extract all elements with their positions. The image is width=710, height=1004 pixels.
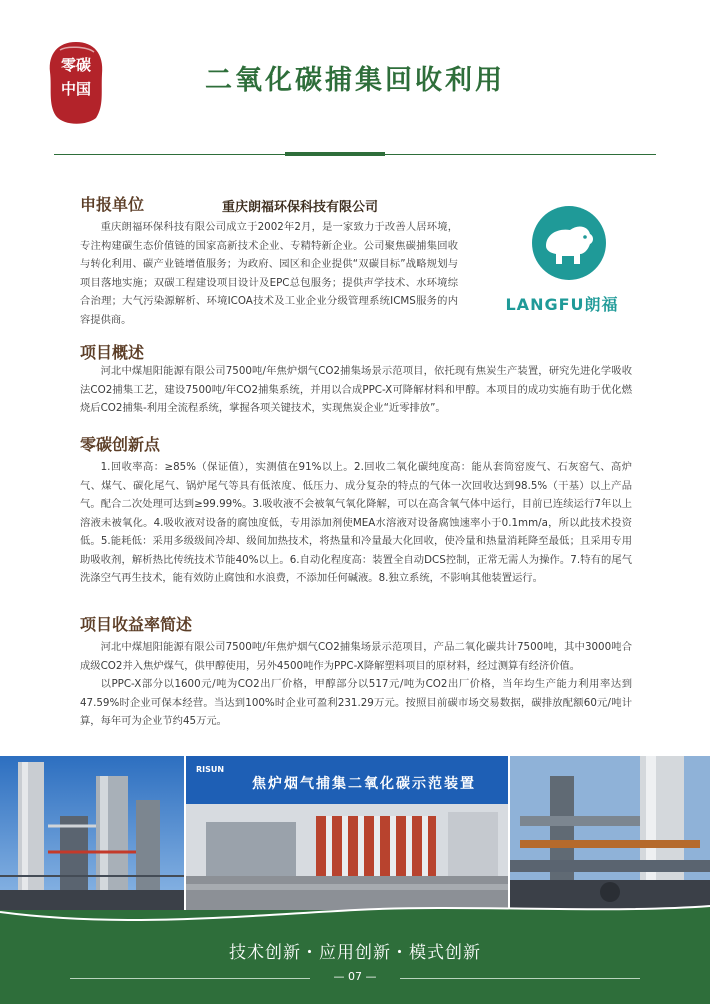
co2-capture-demo-photo xyxy=(186,756,508,912)
returns-heading: 项目收益率简述 xyxy=(80,615,193,634)
pipeline-equipment-photo xyxy=(510,756,710,912)
logo-wordmark: LANGFU朗福 xyxy=(505,295,619,314)
title-divider-accent xyxy=(285,152,385,156)
page-number: — 07 — xyxy=(333,970,377,983)
returns-text-1: 河北中煤旭阳能源有限公司7500吨/年焦炉烟气CO2捕集场景示范项目，产品二氧化碳共计7500吨，其中3000吨合成级CO2并入焦炉煤气，供甲醇使用，另外4500吨作为PPC-X降解塑料项目的原材料，经过测算有经济价值。 xyxy=(80,641,632,672)
applicant-paragraph xyxy=(80,218,458,329)
innovation-paragraph xyxy=(80,458,632,588)
overview-paragraph xyxy=(80,362,632,418)
footer-wave xyxy=(0,898,710,938)
applicant-text: 重庆朗福环保科技有限公司成立于2002年2月，是一家致力于改善人居环境，专注构建碳生态价值链的国家高新技术企业、专精特新企业。公司聚焦碳捕集回收与转化利用、碳产业链增值服务；为政府、园区和企业提供“双碳目标”战略规划与项目落地实施；双碳工程建设项目设计及EPC总包服务；提供声学技术、水环境综合治理；大气污染源解析、环境ICOA技术及工业企业分级管理系统ICMS服务的内容提供商。 xyxy=(80,221,458,326)
svg-text:中国: 中国 xyxy=(60,80,92,98)
overview-text: 河北中煤旭阳能源有限公司7500吨/年焦炉烟气CO2捕集场景示范项目，依托现有焦炭生产装置，研究先进化学吸收法CO2捕集工艺，建设7500吨/年CO2捕集系统，并用以合成PPC-X可降解材料和甲醇。本项目的成功实施有助于优化燃烧后CO2捕集-利用全流程系统，掌握各项关键技术，实现焦炭企业“近零排放”。 xyxy=(80,365,632,414)
polar-bear-icon xyxy=(532,206,606,280)
innovation-text: 1.回收率高：≥85%（保证值），实测值在91%以上。2.回收二氧化碳纯度高：能从套筒窑废气、石灰窑气、高炉气、煤气、碳化尾气、锅炉尾气等具有低浓度、低压力、成分复杂的特点的气体一次回收达到98.5%（干基）以上产品气。配合二次处理可达到≥99.99%。3.吸收液不会被氧气氧化降解，可以在高含氧气体中运行，目前已连续运行7年以上溶液未被氧化。4.吸收液对设备的腐蚀度低，专用添加剂使MEA水溶液对设备腐蚀速率小于0.1mm/a，所以此技术投资低。5.能耗低：采用多级级间冷却、级间加热技术，将热量和冷量最大化回收，使冷量和热量消耗降至最低；且采用专用助吸收剂，解析热比传统技术节能40%以上。6.自动化程度高：装置全自动DCS控制，正常无需人为操作。7.特有的尾气洗涤空气再生技术，能有效防止腐蚀和水浪费，不添加任何碱液。8.独立系统，不影响其他装置运行。 xyxy=(80,461,632,584)
project-photo-strip xyxy=(0,756,710,912)
risun-sign: RISUN xyxy=(196,765,225,774)
langfu-logo xyxy=(496,206,628,316)
photo-banner-text: 焦炉烟气捕集二氧化碳示范装置 xyxy=(252,776,476,792)
applicant-heading: 申报单位 xyxy=(80,195,145,214)
returns-paragraph xyxy=(80,638,632,731)
returns-text-2: 以PPC-X部分以1600元/吨为CO2出厂价格，甲醇部分以517元/吨为CO2出厂价格，当年均生产能力利用率达到47.59%时企业可保本经营。当达到100%时企业可盈利231.29万元。按照目前碳市场交易数据，碳排放配额60元/吨计算，每年可为企业节约45万元。 xyxy=(80,678,632,727)
page-title: 二氧化碳捕集回收利用 xyxy=(205,65,505,96)
svg-text:零碳: 零碳 xyxy=(60,56,92,74)
plant-tower-photo xyxy=(0,756,184,912)
company-name: 重庆朗福环保科技有限公司 xyxy=(222,200,379,215)
overview-heading: 项目概述 xyxy=(80,343,145,362)
innovation-heading: 零碳创新点 xyxy=(80,435,161,454)
footer-slogan: 技术创新・应用创新・模式创新 xyxy=(229,943,481,963)
